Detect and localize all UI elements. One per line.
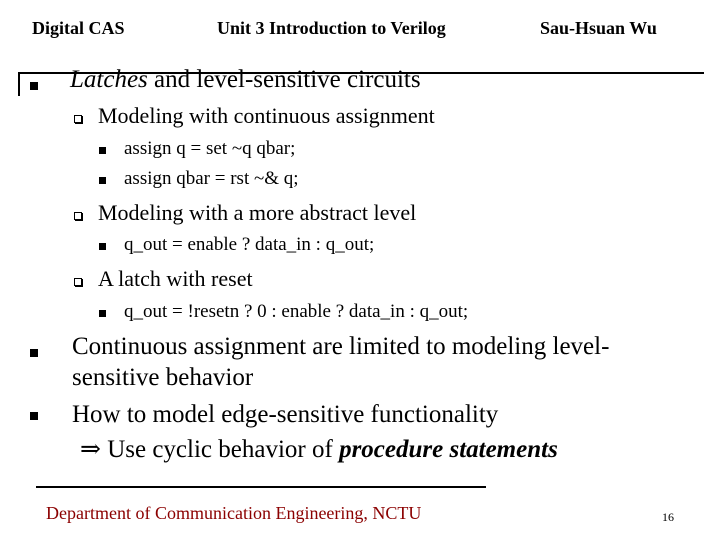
cyclic-behavior-text: Use cyclic behavior of xyxy=(100,436,340,463)
hollow-square-icon xyxy=(74,212,82,220)
footer-rule xyxy=(36,486,486,488)
author-name: Sau-Hsuan Wu xyxy=(540,18,657,38)
sub-latch-reset: A latch with reset xyxy=(98,266,253,291)
bullet-latches-text: and level-sensitive circuits xyxy=(147,66,421,93)
page-number: 16 xyxy=(662,510,674,524)
bullet-square-icon xyxy=(99,147,106,154)
bullet-square-icon xyxy=(99,177,106,184)
latches-term: Latches xyxy=(70,66,148,93)
bullet-latches xyxy=(70,66,421,94)
code-q-out-enable: q_out = enable ? data_in : q_out; xyxy=(124,234,375,255)
course-title: Digital CAS xyxy=(32,18,125,38)
bullet-square-icon xyxy=(99,310,106,317)
header-rule-corner xyxy=(18,72,20,96)
sub-abstract-level: Modeling with a more abstract level xyxy=(98,200,417,225)
bullet-square-icon xyxy=(30,82,38,90)
bullet-continuous-limited-line1: Continuous assignment are limited to modeling level- xyxy=(72,333,610,360)
bullet-square-icon xyxy=(99,243,106,250)
bullet-square-icon xyxy=(30,412,38,420)
bullet-edge-sensitive: How to model edge-sensitive functionality xyxy=(72,401,499,428)
code-assign-qbar: assign qbar = rst ~& q; xyxy=(124,168,299,189)
procedure-statements-term: procedure statements xyxy=(339,436,558,463)
implies-arrow-icon: ⇒ xyxy=(80,436,101,463)
bullet-square-icon xyxy=(30,349,38,357)
hollow-square-icon xyxy=(74,278,82,286)
code-q-out-resetn: q_out = !resetn ? 0 : enable ? data_in : q_out; xyxy=(124,301,469,322)
unit-title: Unit 3 Introduction to Verilog xyxy=(217,18,446,38)
bullet-cyclic-behavior xyxy=(80,434,558,464)
bullet-continuous-limited-line2: sensitive behavior xyxy=(72,364,254,391)
department-footer: Department of Communication Engineering, NCTU xyxy=(46,503,422,523)
sub-continuous-assignment: Modeling with continuous assignment xyxy=(98,103,435,128)
code-assign-q: assign q = set ~q qbar; xyxy=(124,138,296,159)
hollow-square-icon xyxy=(74,115,82,123)
